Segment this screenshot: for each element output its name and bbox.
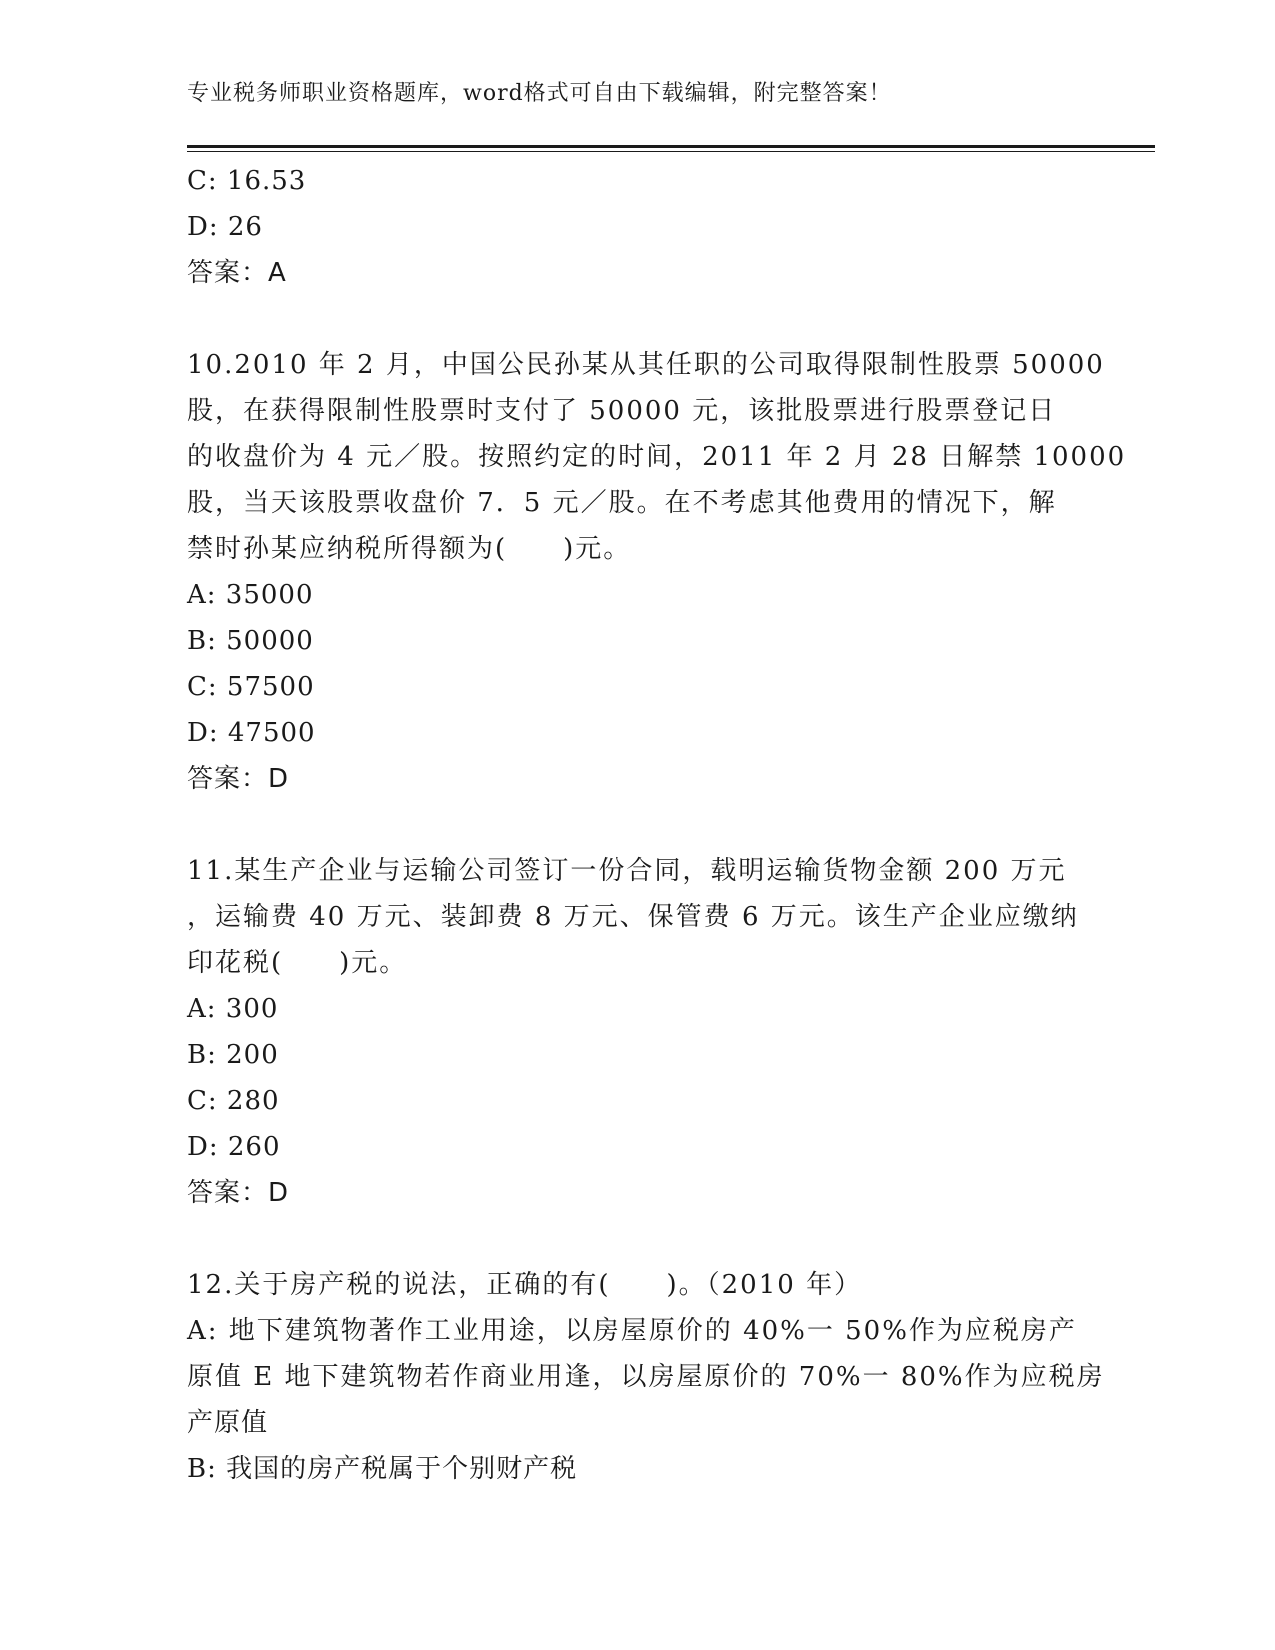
- header-rule-thick: [187, 145, 1155, 148]
- question-text-line: ，运输费 40 万元、装卸费 8 万元、保管费 6 万元。该生产企业应缴纳: [187, 902, 1079, 932]
- answer-line: 答案：D: [187, 1178, 290, 1208]
- option-a: A: 地下建筑物著作工业用途，以房屋原价的 40%一 50%作为应税房产: [187, 1316, 1077, 1346]
- spacer: [187, 1216, 1077, 1262]
- question-text-line: 禁时孙某应纳税所得额为( )元。: [187, 534, 632, 564]
- question-12: [187, 1262, 1105, 1492]
- header-rule-thin: [187, 151, 1155, 152]
- document-body: [187, 158, 1127, 1492]
- option-c: C: 16.53: [187, 166, 307, 196]
- spacer: [187, 802, 1077, 848]
- option-b: B: 200: [187, 1040, 279, 1070]
- question-text-line: 印花税( )元。: [187, 948, 408, 978]
- question-text-line: 12.关于房产税的说法，正确的有( )。（2010 年）: [187, 1270, 863, 1300]
- option-d: D: 260: [187, 1132, 281, 1162]
- question-text-line: 股，当天该股票收盘价 7．5 元／股。在不考虑其他费用的情况下，解: [187, 488, 1057, 518]
- option-c: C: 57500: [187, 672, 315, 702]
- option-d: D: 47500: [187, 718, 316, 748]
- spacer: [187, 296, 1077, 342]
- option-a: A: 300: [187, 994, 279, 1024]
- answer-line: 答案：A: [187, 258, 287, 288]
- option-a: A: 35000: [187, 580, 314, 610]
- question-10: [187, 342, 1127, 802]
- option-b: B: 我国的房产税属于个别财产税: [187, 1454, 578, 1484]
- question-text-line: 股，在获得限制性股票时支付了 50000 元，该批股票进行股票登记日: [187, 396, 1057, 426]
- option-c: C: 280: [187, 1086, 280, 1116]
- question-text-line: 11.某生产企业与运输公司签订一份合同，载明运输货物金额 200 万元: [187, 856, 1067, 886]
- question-text-line: 的收盘价为 4 元／股。按照约定的时间，2011 年 2 月 28 日解禁 10000: [187, 442, 1127, 472]
- option-b: B: 50000: [187, 626, 314, 656]
- option-a-continued: 产原值: [187, 1408, 269, 1438]
- question-11: [187, 848, 1077, 1216]
- option-a-continued: 原值 E 地下建筑物若作商业用逢，以房屋原价的 70%一 80%作为应税房: [187, 1362, 1105, 1392]
- page-header: 专业税务师职业资格题库，word格式可自由下载编辑，附完整答案！: [187, 81, 892, 106]
- question-9-tail: [187, 158, 1077, 296]
- answer-line: 答案：D: [187, 764, 290, 794]
- question-text-line: 10.2010 年 2 月，中国公民孙某从其任职的公司取得限制性股票 50000: [187, 350, 1105, 380]
- option-d: D: 26: [187, 212, 263, 242]
